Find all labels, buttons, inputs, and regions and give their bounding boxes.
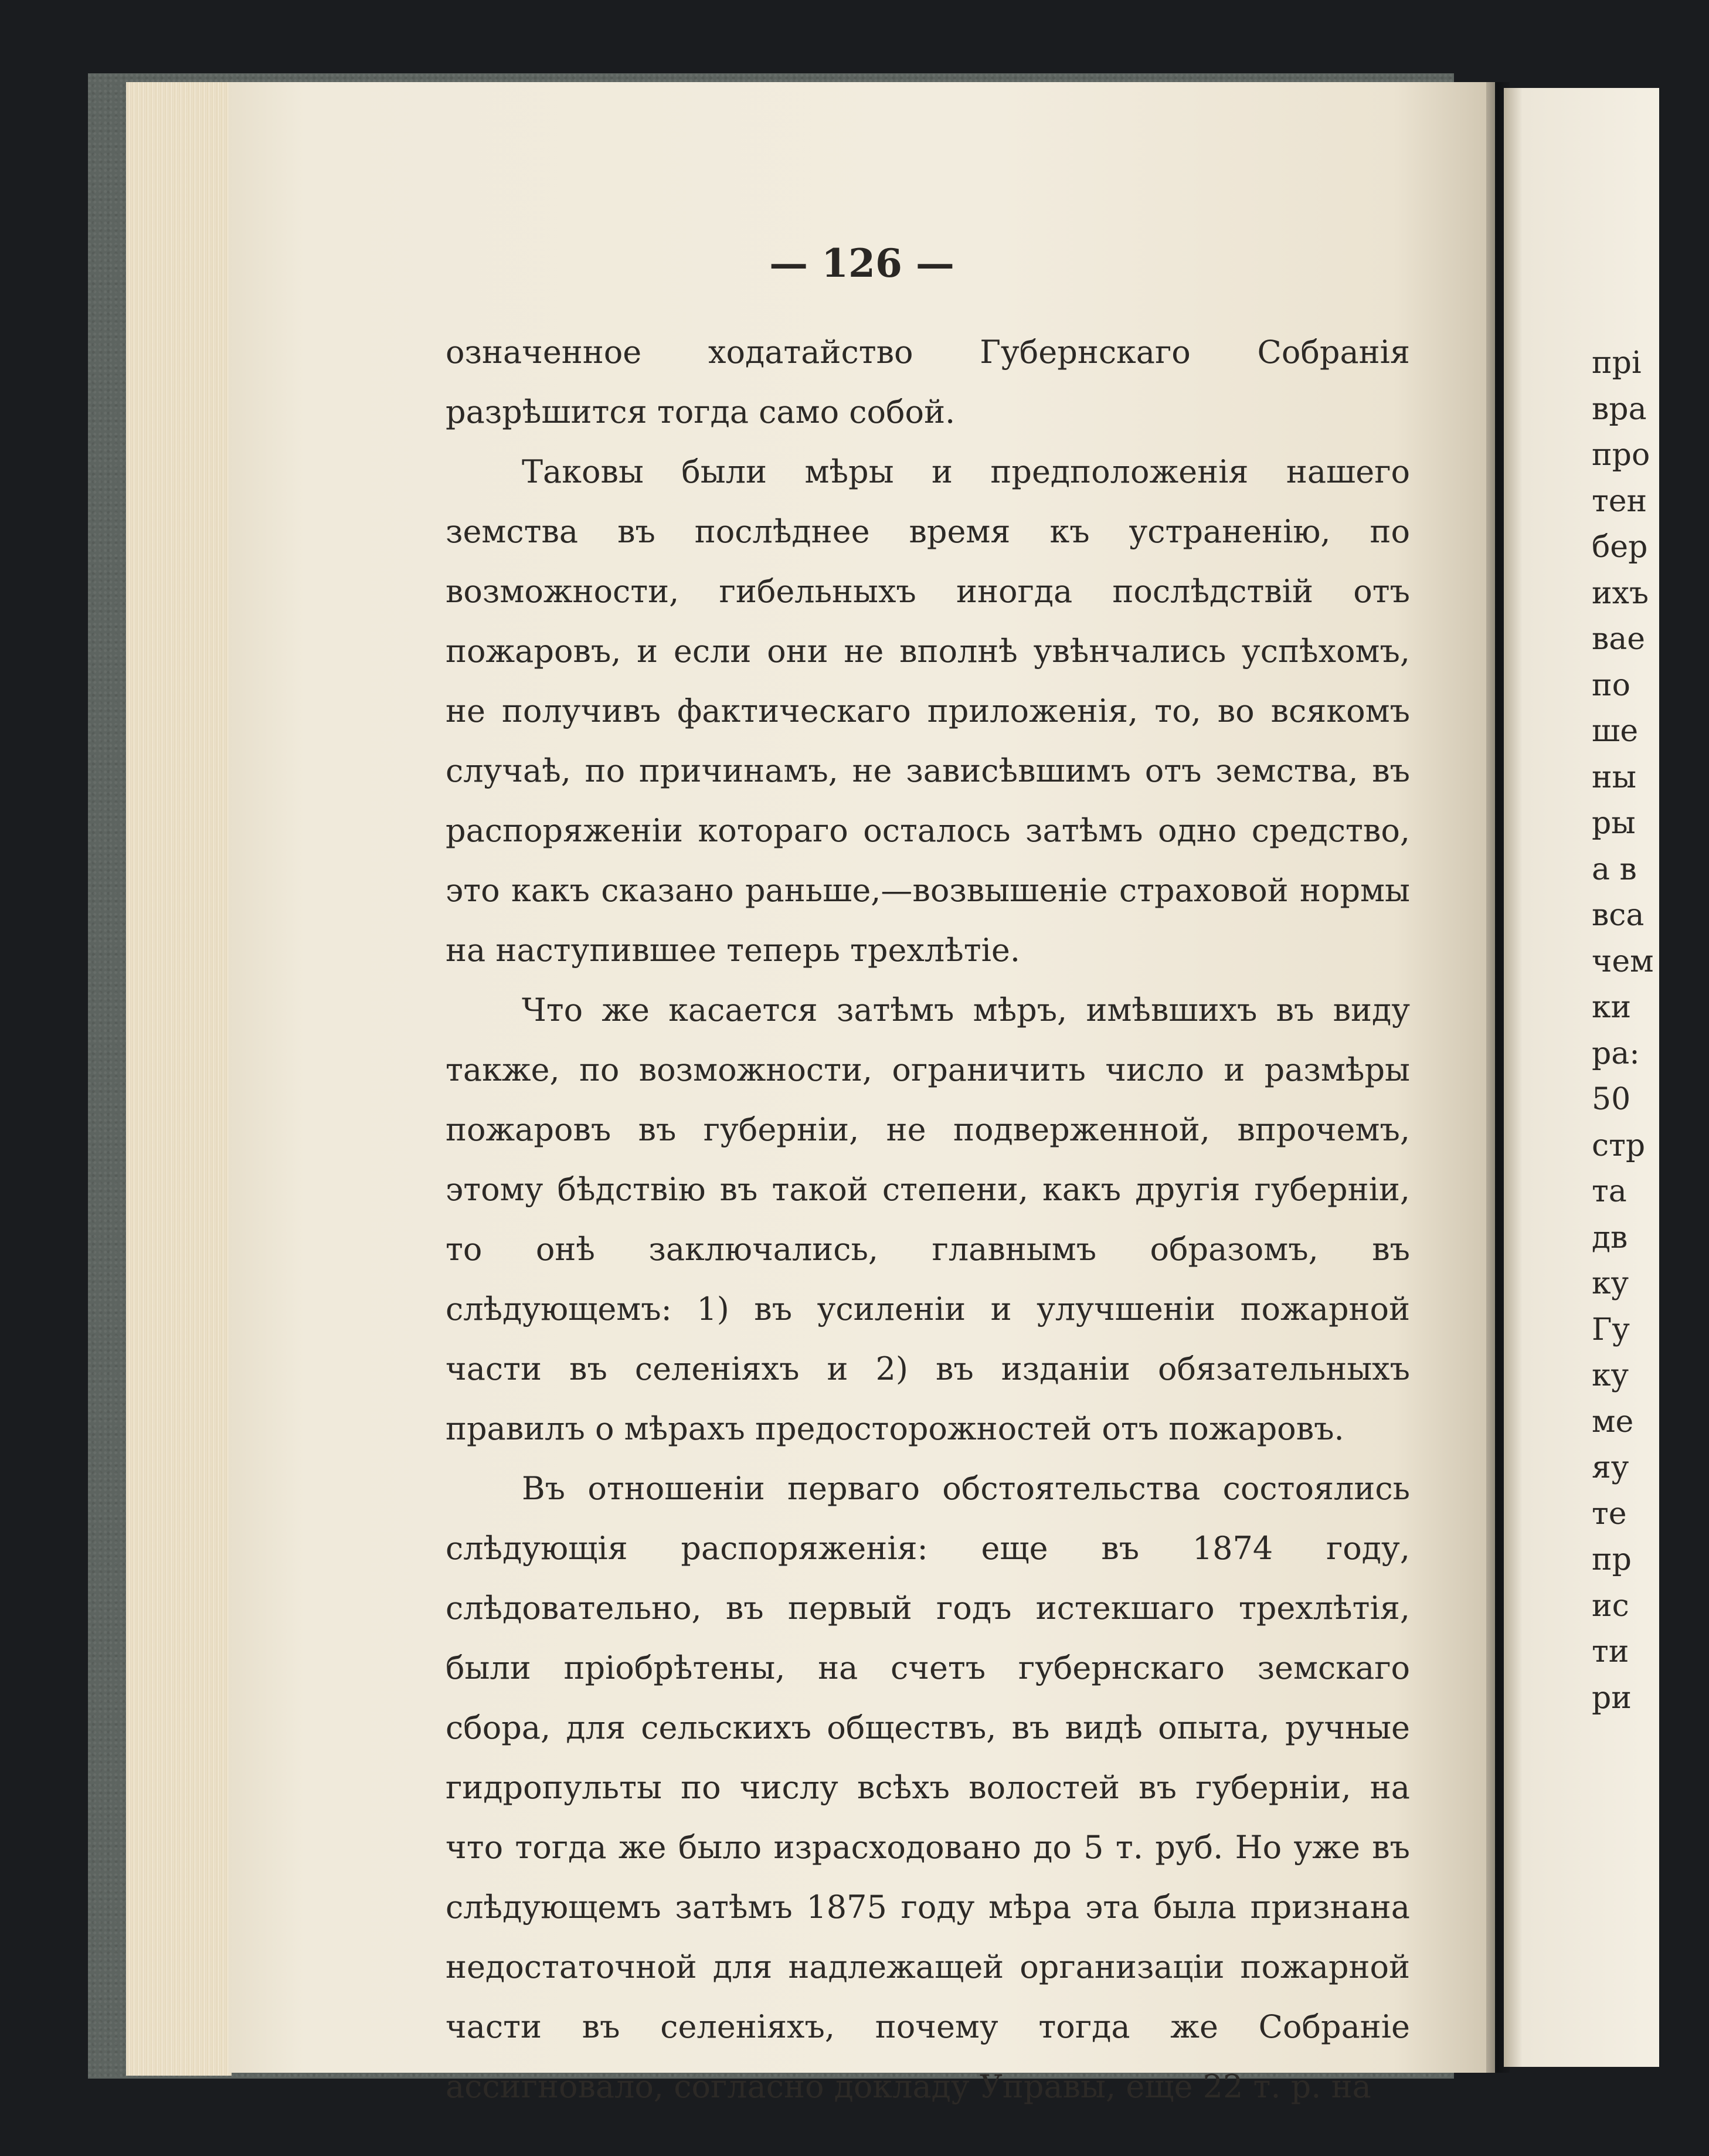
facing-page-line: ти bbox=[1592, 1634, 1629, 1669]
facing-page-line: ны bbox=[1592, 759, 1637, 795]
facing-page-line: стр bbox=[1592, 1128, 1646, 1163]
facing-page-line: а в bbox=[1592, 851, 1637, 887]
facing-page-line: Гу bbox=[1592, 1312, 1630, 1347]
facing-page-line: по bbox=[1592, 667, 1630, 703]
book-page bbox=[229, 82, 1495, 2105]
page-edges-left bbox=[126, 82, 232, 2076]
facing-page-line: вае bbox=[1592, 622, 1646, 657]
facing-page-line: ис bbox=[1592, 1588, 1629, 1624]
paragraph-2: Таковы были мѣры и предположенія нашего земства въ послѣднее время къ устраненію, по возможности, гибельныхъ иногда послѣдствій отъ пожаровъ, и если они не вполнѣ увѣнчались успѣхомъ, не получивъ фактическаго приложенія, то, во всякомъ случаѣ, по причинамъ, не зависѣвшимъ отъ земства, въ распоряженіи котораго осталось затѣмъ одно средство, это какъ сказано раньше,—возвышеніе страховой нормы на наступившее теперь трехлѣтіе. bbox=[446, 453, 1410, 969]
facing-page-line: ки bbox=[1592, 990, 1632, 1025]
facing-page-line: яу bbox=[1592, 1450, 1629, 1485]
paragraph-3: Что же касается затѣмъ мѣръ, имѣвшихъ въ виду также, по возможности, ограничить число и размѣры пожаровъ въ губерніи, не подверженной, впрочемъ, этому бѣдствію въ такой степени, какъ другія губерніи, то онѣ заключались, главнымъ образомъ, въ слѣдующемъ: 1) въ усиленіи и улучшеніи пожарной части въ селеніяхъ и 2) въ изданіи обязательныхъ правилъ о мѣрахъ предосторожностей отъ пожаровъ. bbox=[446, 992, 1410, 1447]
facing-page-line: ри bbox=[1592, 1680, 1632, 1716]
facing-page-line: прі bbox=[1592, 345, 1642, 381]
facing-page-line: те bbox=[1592, 1496, 1627, 1532]
facing-page bbox=[1504, 88, 1659, 2067]
paragraph-1: означенное ходатайство Губернскаго Собранія разрѣшится тогда само собой. bbox=[446, 334, 1410, 430]
facing-page-line: чем bbox=[1592, 943, 1654, 979]
facing-page-line: та bbox=[1592, 1174, 1627, 1209]
page-number: — 126 — bbox=[769, 240, 954, 286]
facing-page-line: ихъ bbox=[1592, 575, 1649, 611]
page-text bbox=[446, 322, 1410, 2117]
facing-page-line: 50 bbox=[1592, 1082, 1631, 1117]
facing-page-text bbox=[1592, 340, 1709, 1721]
facing-page-line: ме bbox=[1592, 1404, 1634, 1439]
facing-page-line: ку bbox=[1592, 1266, 1629, 1301]
facing-page-line: ра: bbox=[1592, 1035, 1640, 1071]
facing-page-line: вса bbox=[1592, 898, 1645, 933]
facing-page-line: про bbox=[1592, 437, 1650, 473]
paragraph-4: Въ отношеніи перваго обстоятельства состоялись слѣдующія распоряженія: еще въ 1874 году, слѣдовательно, въ первый годъ истекшаго трехлѣтія, были пріобрѣтены, на счетъ губернскаго земскаго сбора, для сельскихъ обществъ, въ видѣ опыта, ручные гидропульты по числу всѣхъ волостей въ губерніи, на что тогда же было израсходовано до 5 т. руб. Но уже въ слѣдующемъ затѣмъ 1875 году мѣра эта была признана недостаточной для надлежащей организаціи пожарной части въ селеніяхъ, почему тогда же Собраніе ассигновало, согласно докладу Управы, еще 22 т. р. на bbox=[446, 1470, 1410, 2105]
facing-page-line: дв bbox=[1592, 1220, 1628, 1255]
facing-page-line: ры bbox=[1592, 806, 1636, 841]
facing-page-line: ку bbox=[1592, 1358, 1629, 1393]
facing-page-line: пр bbox=[1592, 1542, 1632, 1577]
facing-page-line: вра bbox=[1592, 391, 1647, 427]
facing-page-line: тен bbox=[1592, 483, 1647, 519]
facing-page-line: ше bbox=[1592, 714, 1639, 749]
facing-page-line: бер bbox=[1592, 529, 1648, 565]
